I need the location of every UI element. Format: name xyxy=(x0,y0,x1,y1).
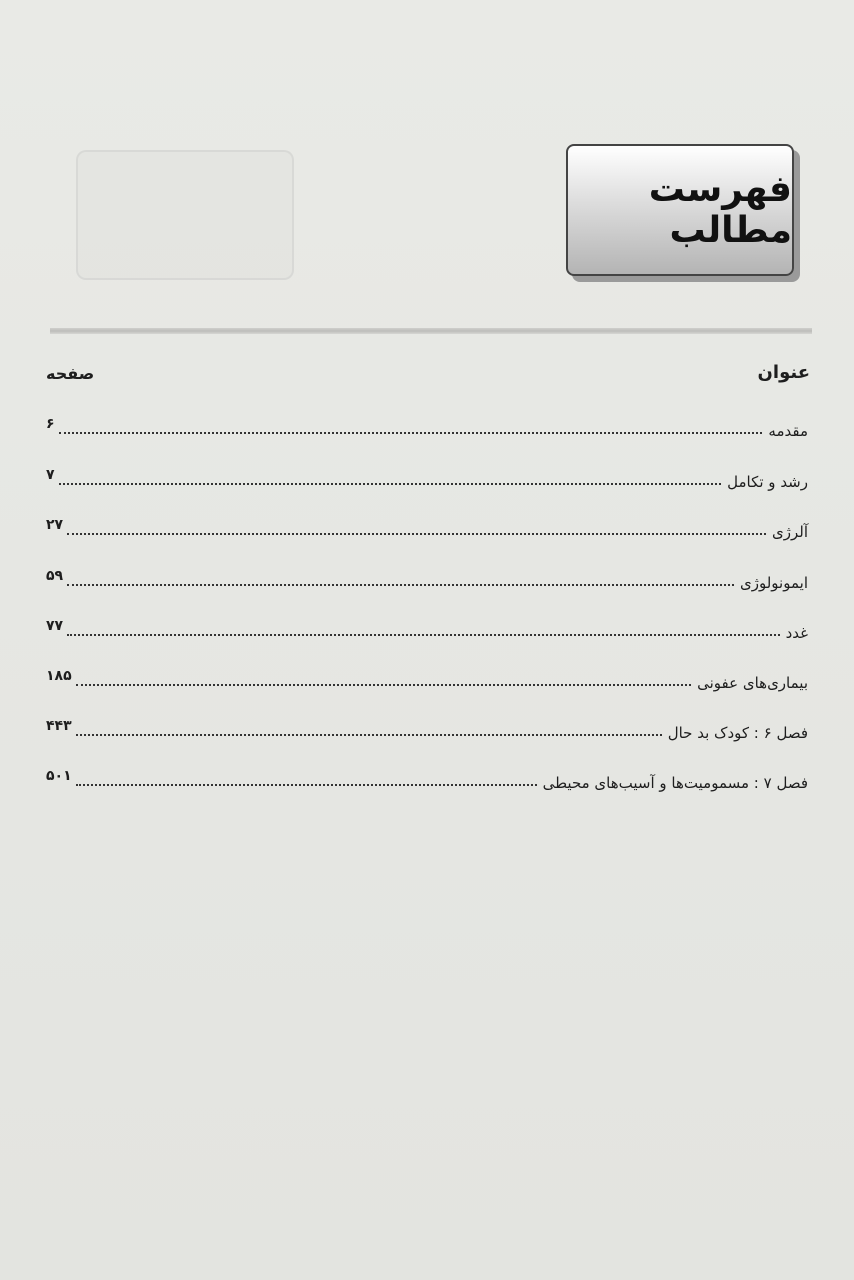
header-divider xyxy=(50,328,812,334)
toc-entry xyxy=(46,664,808,692)
toc-entry-page: ۵۰۱ xyxy=(46,768,72,784)
toc-entry-label: رشد و تکامل xyxy=(727,473,808,491)
toc-entry xyxy=(46,564,808,592)
toc-entry-page: ۴۴۳ xyxy=(46,718,72,734)
toc-entry-page: ۷۷ xyxy=(46,618,64,634)
toc-leader-dots xyxy=(76,734,662,736)
toc-entry xyxy=(46,764,808,792)
toc-entry-label: آلرژی xyxy=(772,523,808,541)
toc-entry-label: بیماری‌های عفونی xyxy=(697,674,808,692)
toc-entry-label: فصل ۷ : مسمومیت‌ها و آسیب‌های محیطی xyxy=(542,774,808,792)
toc-entry-page: ۷ xyxy=(46,467,55,483)
toc-entry xyxy=(46,513,808,541)
toc-entry-label: فصل ۶ : کودک بد حال xyxy=(667,724,808,742)
toc-entry-page: ۵۹ xyxy=(46,568,64,584)
toc-header xyxy=(46,362,810,392)
toc-entry-label: مقدمه xyxy=(768,422,808,440)
toc-entry-page: ۲۷ xyxy=(46,517,64,533)
toc-leader-dots xyxy=(76,684,691,686)
toc-entry-label: ایمونولوژی xyxy=(740,574,808,592)
toc-leader-dots xyxy=(67,584,734,586)
column-title-label: عنوان xyxy=(757,362,810,383)
toc-leader-dots xyxy=(59,483,721,485)
toc-entry-page: ۶ xyxy=(46,416,55,432)
toc-entry-page: ۱۸۵ xyxy=(46,668,72,684)
bleed-through-box xyxy=(76,150,294,280)
toc-entry xyxy=(46,714,808,742)
title-box xyxy=(566,144,794,276)
page-title: فهرست مطالب xyxy=(648,169,792,251)
toc-entry-label: غدد xyxy=(785,624,808,642)
toc-entry xyxy=(46,412,808,440)
column-page-label: صفحه xyxy=(46,364,95,383)
toc-entry xyxy=(46,614,808,642)
toc-leader-dots xyxy=(67,634,780,636)
toc-leader-dots xyxy=(76,784,537,786)
toc-leader-dots xyxy=(59,432,762,434)
toc-entry xyxy=(46,463,808,491)
toc-leader-dots xyxy=(67,533,766,535)
